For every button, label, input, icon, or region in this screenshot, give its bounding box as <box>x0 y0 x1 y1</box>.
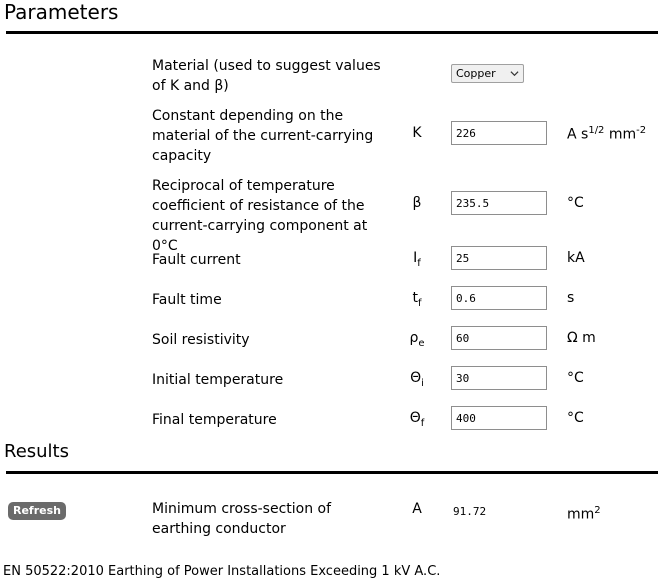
parameters-heading: Parameters <box>4 0 119 24</box>
chevron-down-icon <box>510 69 519 78</box>
k-input[interactable] <box>451 121 547 145</box>
fault-current-input[interactable] <box>451 246 547 270</box>
results-divider <box>6 471 658 474</box>
final-temperature-symbol: $\Theta_f$ <box>409 410 425 429</box>
final-temperature-input[interactable] <box>451 406 547 430</box>
k-unit: A $s^{1/2}$ $mm^{-2}$ <box>567 125 647 143</box>
result-value: 91.72 <box>453 505 487 518</box>
soil-resistivity-unit: Ω m <box>567 330 596 346</box>
final-temperature-unit: °C <box>567 410 584 426</box>
k-label: Constant depending on the material of the current-carrying capacity <box>152 108 374 164</box>
results-heading: Results <box>4 441 69 462</box>
initial-temperature-unit: °C <box>567 370 584 386</box>
beta-unit: °C <box>567 195 584 211</box>
fault-time-input[interactable] <box>451 286 547 310</box>
material-label: Material (used to suggest values of K and β) <box>152 58 381 94</box>
soil-resistivity-symbol: $\rho_e$ <box>409 330 425 349</box>
initial-temperature-symbol: $\Theta_i$ <box>410 370 424 389</box>
fault-current-unit: kA <box>567 250 585 266</box>
beta-symbol: β <box>412 195 422 211</box>
soil-resistivity-input[interactable] <box>451 326 547 350</box>
beta-input[interactable] <box>451 191 547 215</box>
material-selected-value: Copper <box>456 67 496 80</box>
fault-time-symbol: $t_f$ <box>412 290 422 309</box>
fault-current-label: Fault current <box>152 252 241 268</box>
result-label: Minimum cross-section of earthing conductor <box>152 501 332 537</box>
fault-time-label: Fault time <box>152 292 222 308</box>
k-symbol: K <box>412 125 422 141</box>
beta-label: Reciprocal of temperature coefficient of resistance of the current-carrying component at 0°C <box>152 178 368 254</box>
fault-time-unit: s <box>567 290 575 306</box>
material-select[interactable] <box>451 64 524 83</box>
fault-current-symbol: $I_f$ <box>413 250 421 269</box>
refresh-button[interactable]: Refresh <box>8 502 66 520</box>
result-symbol: A <box>412 501 422 517</box>
result-unit: $mm^2$ <box>567 505 601 523</box>
soil-resistivity-label: Soil resistivity <box>152 332 250 348</box>
initial-temperature-input[interactable] <box>451 366 547 390</box>
final-temperature-label: Final temperature <box>152 412 277 428</box>
initial-temperature-label: Initial temperature <box>152 372 284 388</box>
standard-reference: EN 50522:2010 Earthing of Power Installations Exceeding 1 kV A.C. <box>3 564 441 579</box>
parameters-divider <box>6 31 658 34</box>
